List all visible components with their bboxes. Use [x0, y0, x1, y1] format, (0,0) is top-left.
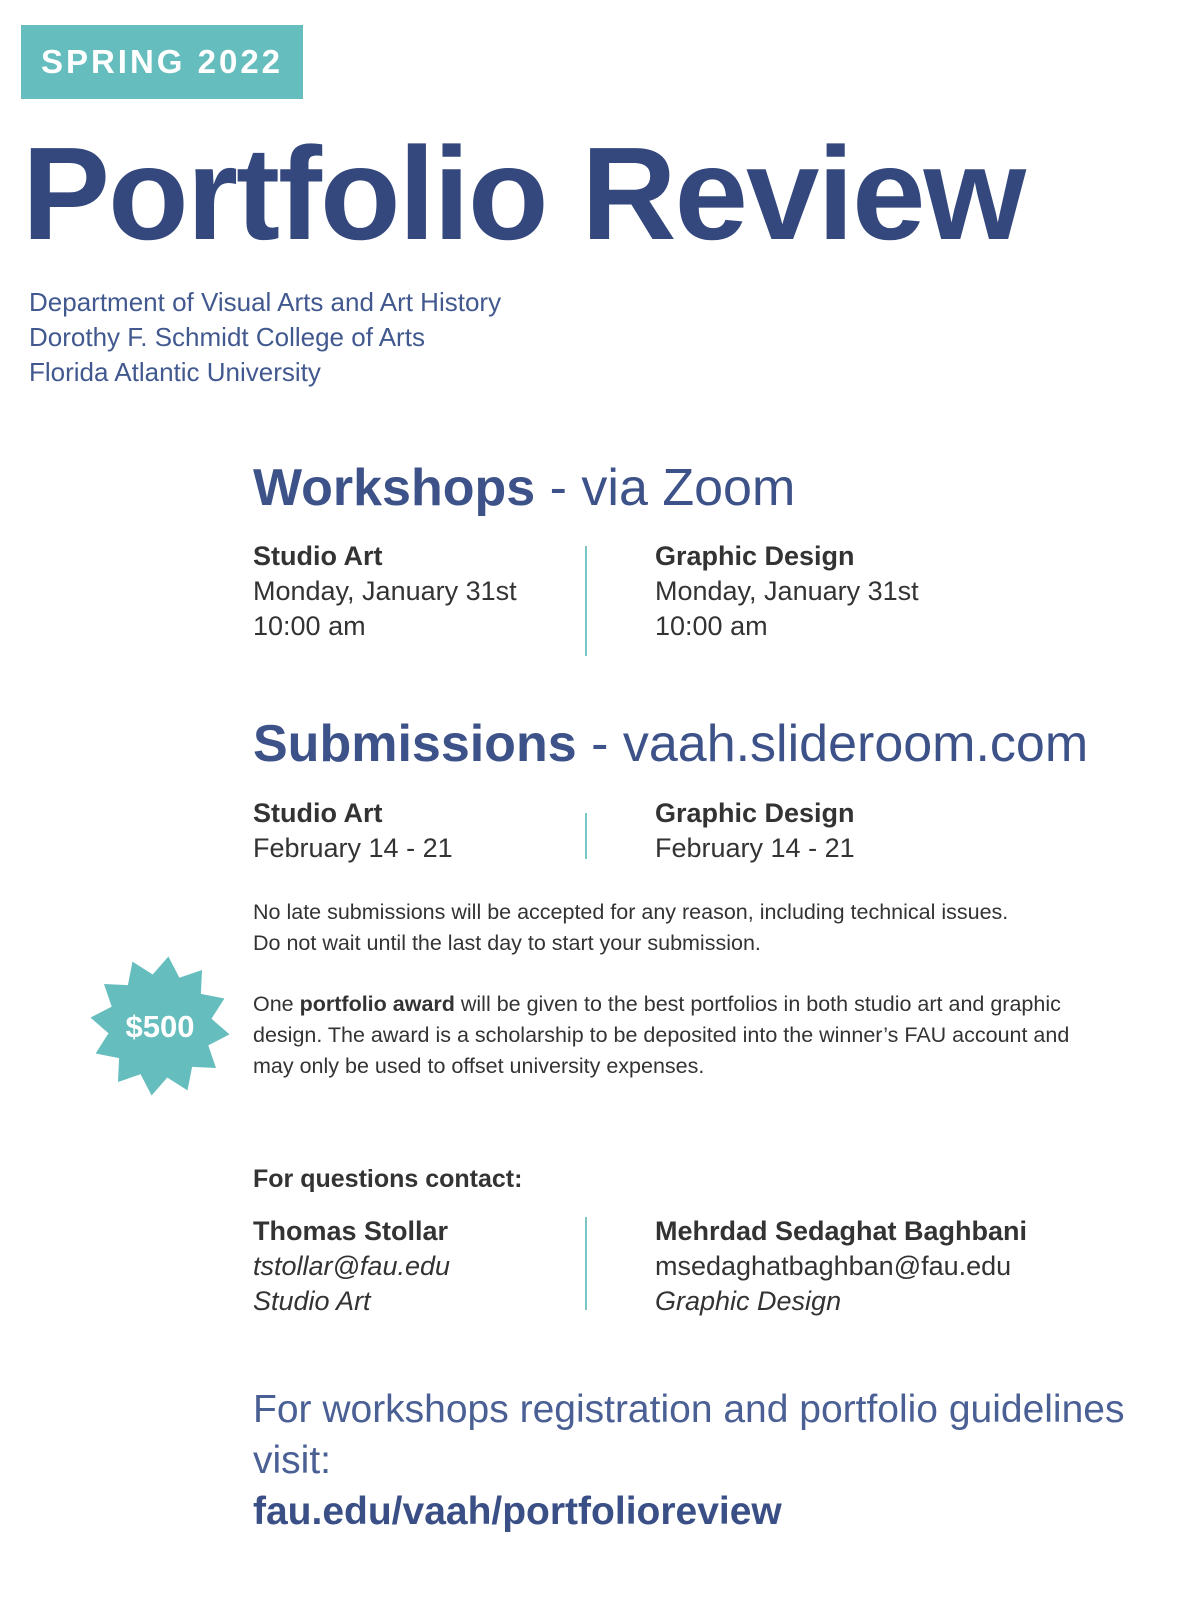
workshop-studio-date: Monday, January 31st — [253, 576, 517, 606]
submissions-heading — [253, 713, 1088, 775]
submissions-divider — [585, 813, 587, 859]
contact-graphic-name: Mehrdad Sedaghat Baghbani — [655, 1216, 1028, 1246]
workshop-studio-label: Studio Art — [253, 541, 383, 571]
award-text-bold: portfolio award — [299, 992, 455, 1016]
contact-graphic-area: Graphic Design — [655, 1286, 842, 1316]
submission-graphic-dates: February 14 - 21 — [655, 833, 855, 863]
workshops-divider — [585, 546, 587, 656]
contact-divider — [585, 1217, 587, 1310]
contact-studio-art — [253, 1214, 450, 1319]
award-text-pre: One — [253, 992, 300, 1016]
award-starburst-badge — [86, 955, 234, 1097]
workshop-graphic-design — [655, 539, 919, 644]
season-label: SPRING 2022 — [40, 43, 284, 80]
late-note-line-2: Do not wait until the last day to start your submission. — [253, 931, 761, 955]
submission-studio-label: Studio Art — [253, 798, 383, 828]
workshop-graphic-label: Graphic Design — [655, 541, 855, 571]
workshop-graphic-date: Monday, January 31st — [655, 576, 919, 606]
season-badge — [21, 25, 303, 99]
workshops-heading — [253, 457, 795, 519]
page-title: Portfolio Review — [22, 120, 1025, 267]
submission-studio-dates: February 14 - 21 — [253, 833, 453, 863]
submission-graphic-label: Graphic Design — [655, 798, 855, 828]
footer-text: For workshops registration and portfolio guidelines visit: — [253, 1388, 1125, 1482]
workshops-heading-title: Workshops — [253, 459, 536, 517]
contact-heading: For questions contact: — [253, 1165, 523, 1193]
submission-graphic-design — [655, 796, 855, 866]
footer-visit — [253, 1384, 1133, 1537]
workshop-graphic-time: 10:00 am — [655, 611, 768, 641]
department-line: Department of Visual Arts and Art History — [29, 287, 502, 317]
workshop-studio-time: 10:00 am — [253, 611, 366, 641]
footer-url-link[interactable]: fau.edu/vaah/portfolioreview — [253, 1490, 782, 1533]
contact-graphic-design — [655, 1214, 1027, 1319]
late-note-line-1: No late submissions will be accepted for any reason, including technical issues. — [253, 900, 1009, 924]
award-amount: $500 — [125, 1009, 195, 1044]
submissions-heading-title: Submissions — [253, 715, 577, 773]
college-line: Dorothy F. Schmidt College of Arts — [29, 322, 425, 352]
contact-graphic-email[interactable]: msedaghatbaghban@fau.edu — [655, 1251, 1012, 1281]
workshop-studio-art — [253, 539, 517, 644]
late-submission-note — [253, 897, 1123, 959]
award-text-post: will be given to the best portfolios in both studio art and graphic design. The award is a scholarship to be deposited into the winner’s FAU account and may only be used to offset university expenses. — [253, 992, 1070, 1078]
university-line: Florida Atlantic University — [29, 357, 321, 387]
submission-studio-art — [253, 796, 453, 866]
contact-studio-email[interactable]: tstollar@fau.edu — [253, 1251, 451, 1281]
workshops-heading-sub: - via Zoom — [535, 459, 796, 517]
contact-studio-area: Studio Art — [253, 1286, 371, 1316]
award-description — [253, 989, 1093, 1082]
submissions-heading-sub: - vaah.slideroom.com — [576, 715, 1089, 773]
contact-studio-name: Thomas Stollar — [253, 1216, 449, 1246]
